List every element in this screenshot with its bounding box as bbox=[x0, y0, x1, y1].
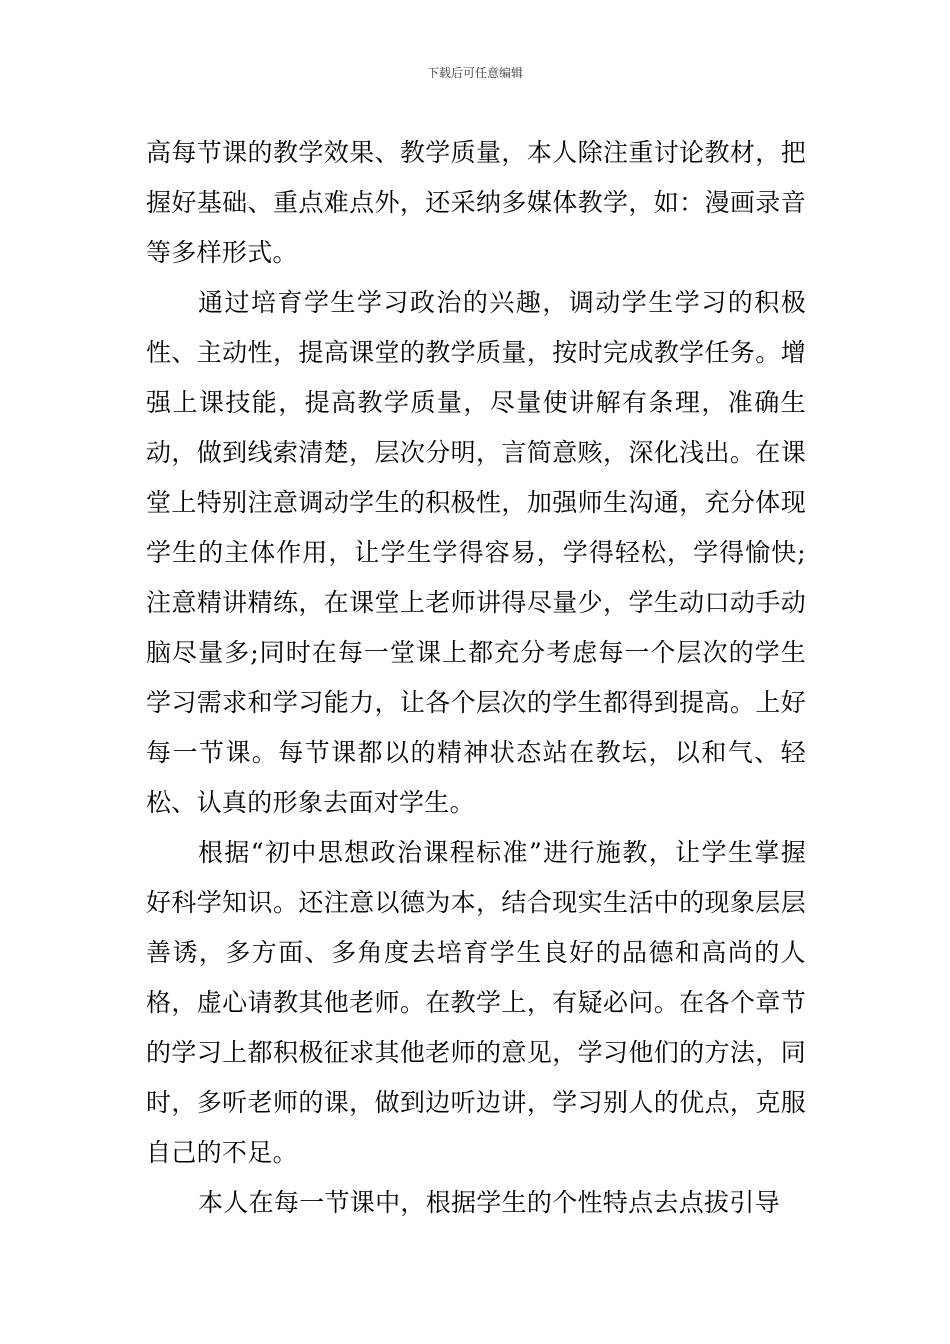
header-note: 下载后可任意编辑 bbox=[426, 66, 523, 80]
paragraph-continuation: 高每节课的教学效果、教学质量，本人除注重讨论教材，把握好基础、重点难点外，还采纳多媒体教学，如：漫画录音等多样形式。 bbox=[146, 138, 806, 267]
document-body bbox=[146, 128, 806, 1228]
paragraph-curriculum: 根据“初中思想政治课程标准”进行施教，让学生掌握好科学知识。还注意以德为本，结合现实生活中的现象层层善诱，多方面、多角度去培育学生良好的品德和高尚的人格，虚心请教其他老师。在教学上，有疑必问。在各个章节的学习上都积极征求其他老师的意见，学习他们的方法，同时，多听老师的课，做到边听边讲，学习别人的优点，克服自己的不足。 bbox=[146, 838, 806, 1167]
paragraph-guidance: 本人在每一节课中，根据学生的个性特点去点拔引导 bbox=[198, 1188, 780, 1217]
paragraph-interest: 通过培育学生学习政治的兴趣，调动学生学习的积极性、主动性，提高课堂的教学质量，按时完成教学任务。增强上课技能，提高教学质量，尽量使讲解有条理，准确生动，做到线索清楚，层次分明，言简意赅，深化浅出。在课堂上特别注意调动学生的积极性，加强师生沟通，充分体现学生的主体作用，让学生学得容易，学得轻松，学得愉快;注意精讲精练，在课堂上老师讲得尽量少，学生动口动手动脑尽量多;同时在每一堂课上都充分考虑每一个层次的学生学习需求和学习能力，让各个层次的学生都得到提高。上好每一节课。每节课都以的精神状态站在教坛，以和气、轻松、认真的形象去面对学生。 bbox=[146, 288, 806, 817]
